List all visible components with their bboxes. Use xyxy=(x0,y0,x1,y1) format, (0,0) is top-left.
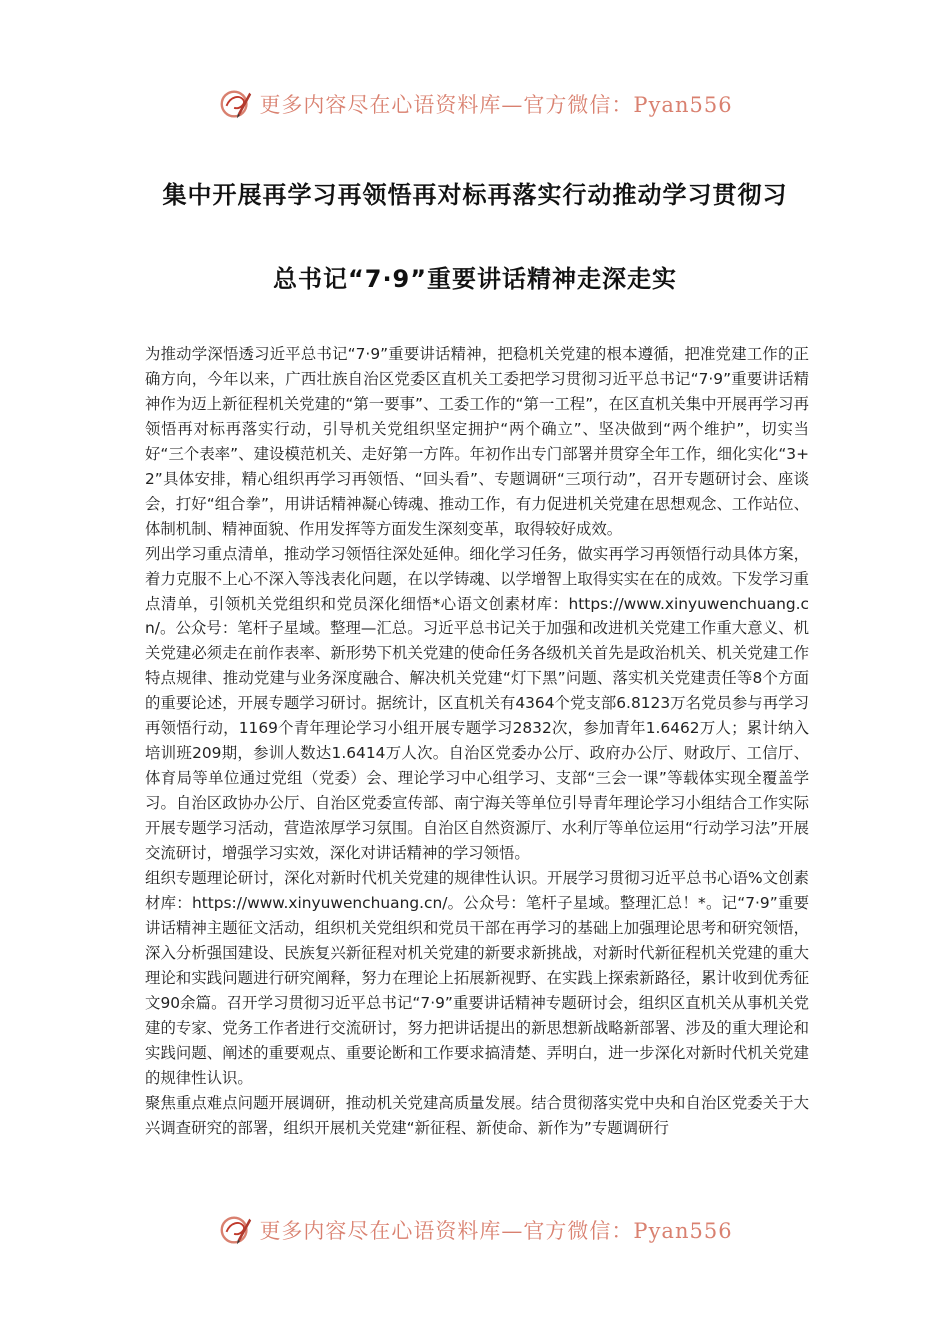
footer-watermark-banner xyxy=(0,1208,950,1252)
header-watermark-banner xyxy=(0,82,950,126)
document-title-line-1: 集中开展再学习再领悟再对标再落实行动推动学习贯彻习 xyxy=(162,181,788,209)
document-body xyxy=(145,342,809,1141)
body-paragraph-3: 组织专题理论研讨，深化对新时代机关党建的规律性认识。开展学习贯彻习近平总书心语%文创素材库：https://www.xinyuwenchuang.cn/。公众号：笔杆子星域。整理汇总！*。记“7·9”重要讲话精神主题征文活动，组织机关党组织和党员干部在再学习的基础上加强理论思考和研究领悟，深入分析强国建设、民族复兴新征程对机关党建的新要求新挑战，对新时代新征程机关党建的重大理论和实践问题进行研究阐释，努力在理论上拓展新视野、在实践上探索新路径，累计收到优秀征文90余篇。召开学习贯彻习近平总书记“7·9”重要讲话精神专题研讨会，组织区直机关从事机关党建的专家、党务工作者进行交流研讨，努力把讲话提出的新思想新战略新部署、涉及的重大理论和实践问题、阐述的重要观点、重要论断和工作要求搞清楚、弄明白，进一步深化对新时代机关党建的规律性认识。 xyxy=(145,869,809,1087)
body-paragraph-1: 为推动学深悟透习近平总书记“7·9”重要讲话精神，把稳机关党建的根本遵循，把准党建工作的正确方向，今年以来，广西壮族自治区党委区直机关工委把学习贯彻习近平总书记“7·9”重要讲话精神作为迈上新征程机关党建的“第一要事”、工委工作的“第一工程”，在区直机关集中开展再学习再领悟再对标再落实行动，引导机关党组织坚定拥护“两个确立”、坚决做到“两个维护”，切实当好“三个表率”、建设模范机关、走好第一方阵。年初作出专门部署并贯穿全年工作，细化实化“3+2”具体安排，精心组织再学习再领悟、“回头看”、专题调研“三项行动”，召开专题研讨会、座谈会，打好“组合拳”，用讲话精神凝心铸魂、推动工作，有力促进机关党建在思想观念、工作站位、体制机制、精神面貌、作用发挥等方面发生深刻变革，取得较好成效。 xyxy=(145,345,809,538)
banner-text: 更多内容尽在心语资料库—官方微信：Pyan556 xyxy=(259,93,733,117)
pen-swirl-logo-icon xyxy=(217,85,255,123)
body-paragraph-4: 聚焦重点难点问题开展调研，推动机关党建高质量发展。结合贯彻落实党中央和自治区党委关于大兴调查研究的部署，组织开展机关党建“新征程、新使命、新作为”专题调研行 xyxy=(145,1093,809,1137)
body-paragraph-2: 列出学习重点清单，推动学习领悟往深处延伸。细化学习任务，做实再学习再领悟行动具体方案，着力克服不上心不深入等浅表化问题，在以学铸魂、以学增智上取得实实在在的成效。下发学习重点清单，引领机关党组织和党员深化细悟*心语文创素材库：https://www.xinyuwenchuang.cn/。公众号：笔杆子星域。整理—汇总。习近平总书记关于加强和改进机关党建工作重大意义、机关党建必须走在前作表率、新形势下机关党建的使命任务各级机关首先是政治机关、机关党建工作特点规律、推动党建与业务深度融合、解决机关党建“灯下黑”问题、落实机关党建责任等8个方面的重要论述，开展专题学习研讨。据统计，区直机关有4364个党支部6.8123万名党员参与再学习再领悟行动，1169个青年理论学习小组开展专题学习2832次，参加青年1.6462万人；累计纳入培训班209期，参训人数达1.6414万人次。自治区党委办公厅、政府办公厅、财政厅、工信厅、体育局等单位通过党组（党委）会、理论学习中心组学习、支部“三会一课”等载体实现全覆盖学习。自治区政协办公厅、自治区党委宣传部、南宁海关等单位引导青年理论学习小组结合工作实际开展专题学习活动，营造浓厚学习氛围。自治区自然资源厅、水利厅等单位运用“行动学习法”开展交流研讨，增强学习实效，深化对讲话精神的学习领悟。 xyxy=(145,544,809,863)
pen-swirl-logo-icon xyxy=(217,1211,255,1249)
banner-text: 更多内容尽在心语资料库—官方微信：Pyan556 xyxy=(259,1219,733,1243)
document-title-line-2: 总书记“7·9”重要讲话精神走深走实 xyxy=(272,265,678,293)
